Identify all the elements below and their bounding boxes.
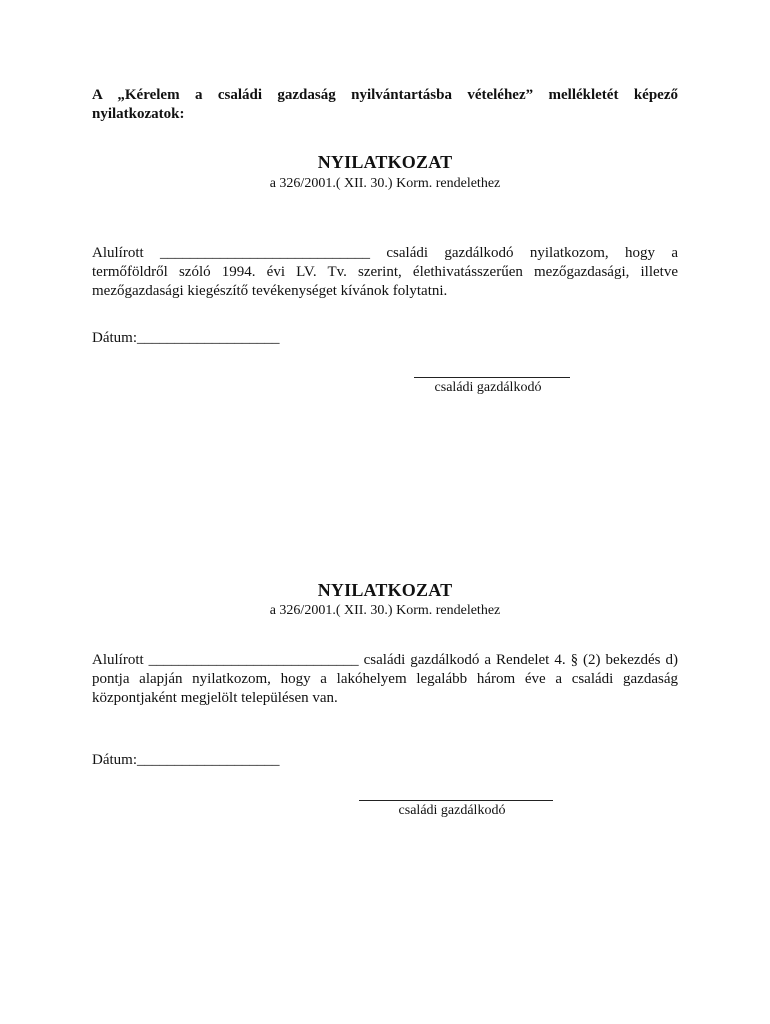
declaration2-signature-label: családi gazdálkodó <box>398 803 506 818</box>
declaration1-date: Dátum:___________________ <box>92 330 280 346</box>
declaration2-title: NYILATKOZAT <box>317 580 453 600</box>
declaration1-signature-label: családi gazdálkodó <box>434 380 542 395</box>
intro-heading: A „Kérelem a családi gazdaság nyilvántartásba vételéhez” mellékletét képező nyilatkozatok: <box>92 87 678 122</box>
declaration2-subtitle: a 326/2001.( XII. 30.) Korm. rendelethez <box>269 603 501 618</box>
declaration1-body: Alulírott ____________________________ családi gazdálkodó nyilatkozom, hogy a termőföldről szóló 1994. évi LV. Tv. szerint, élethivatásszerűen mezőgazdasági, illetve mezőgazdasági kiegészítő tevékenységet kívánok folytatni. <box>92 245 678 299</box>
declaration2-date: Dátum:___________________ <box>92 752 280 768</box>
declaration2-signature-line <box>359 800 553 801</box>
declaration1-subtitle: a 326/2001.( XII. 30.) Korm. rendelethez <box>269 176 501 191</box>
declaration2-body: Alulírott ____________________________ családi gazdálkodó a Rendelet 4. § (2) bekezdés d) pontja alapján nyilatkozom, hogy a lakóhelyem legalább három éve a családi gazdaság központjaként megjelölt településen van. <box>92 652 678 706</box>
declaration1-title: NYILATKOZAT <box>317 152 453 172</box>
declaration1-signature-line <box>414 377 570 378</box>
